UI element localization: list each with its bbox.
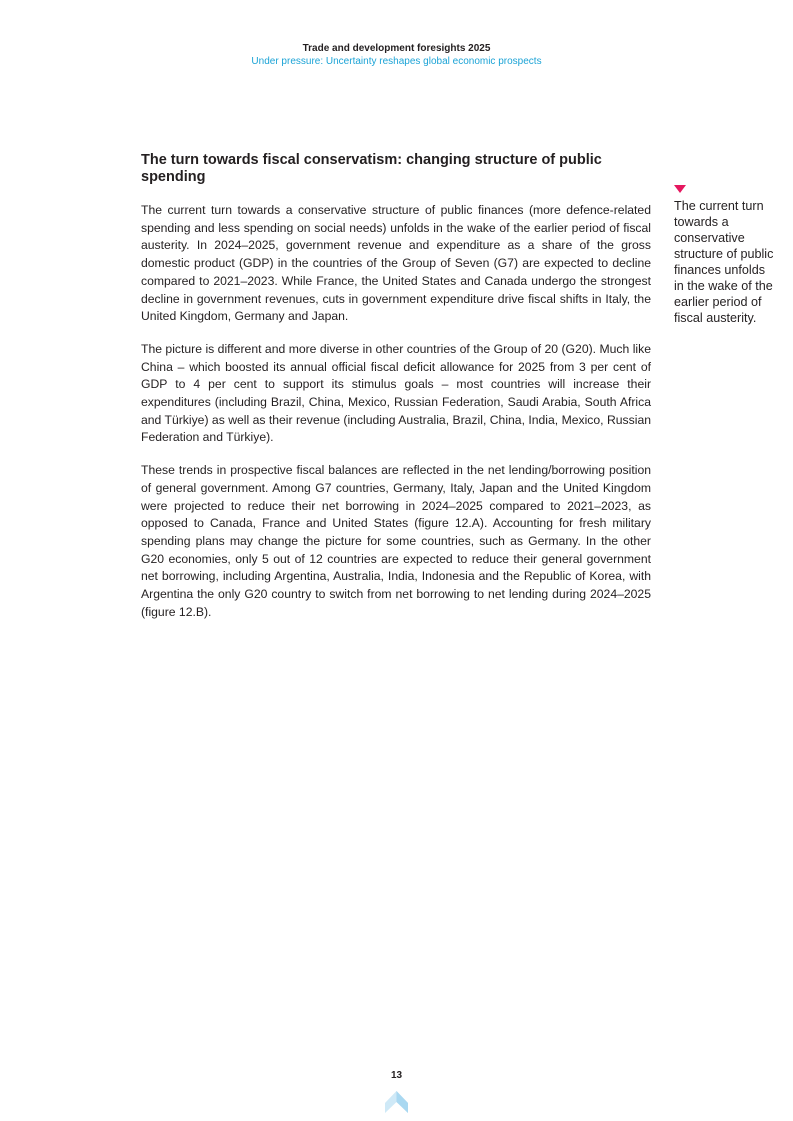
page-header (0, 43, 793, 68)
main-content (141, 152, 651, 636)
body-paragraph: The picture is different and more diverse in other countries of the Group of 20 (G20). Much like China – which boosted its annual official fiscal deficit allowance for 2025 from 3 per cent of GDP to 4 per cent to support its stimulus goals – most countries will increase their expenditures (including Brazil, China, Mexico, Russian Federation, Saudi Arabia, South Africa and Türkiye) as well as their revenue (including Australia, Brazil, China, India, Mexico, Russian Federation and Türkiye). (141, 341, 651, 445)
report-subtitle: Under pressure: Uncertainty reshapes global economic prospects (251, 56, 542, 67)
back-to-top-button[interactable] (384, 1090, 409, 1114)
body-paragraph: The current turn towards a conservative structure of public finances (more defence-related spending and less spending on social needs) unfolds in the wake of the earlier period of fiscal austerity. In 2024–2025, government revenue and expenditure as a share of the gross domestic product (GDP) in the countries of the Group of Seven (G7) are expected to decline compared to 2021–2023. While France, the United States and Canada undergo the strongest decline in government revenues, cuts in government expenditure drive fiscal shifts in Italy, the United Kingdom, Germany and Japan. (141, 203, 651, 324)
section-heading: The turn towards fiscal conservatism: changing structure of public spending (141, 152, 602, 185)
page-number: 13 (390, 1070, 403, 1081)
report-title: Trade and development foresights 2025 (302, 43, 491, 54)
pull-quote-text: The current turn towards a conservative structure of public finances unfolds in the wake of the earlier period of fiscal austerity. (674, 199, 774, 325)
sidebar-pull-quote (674, 185, 774, 326)
chevron-up-icon (384, 1090, 409, 1114)
body-paragraph: These trends in prospective fiscal balances are reflected in the net lending/borrowing position of general government. Among G7 countries, Germany, Italy, Japan and the United Kingdom were projected to reduce their net borrowing in 2024–2025 compared to 2021–2023, as opposed to Canada, France and United States (figure 12.A). Accounting for fresh military spending plans may change the picture for some countries, such as Germany. In the other G20 economies, only 5 out of 12 countries are expected to reduce their general government net borrowing, including Argentina, Australia, India, Indonesia and the Republic of Korea, with Argentina the only G20 country to switch from net borrowing to net lending during 2024–2025 (figure 12.B). (141, 463, 651, 619)
triangle-down-icon (674, 185, 686, 193)
